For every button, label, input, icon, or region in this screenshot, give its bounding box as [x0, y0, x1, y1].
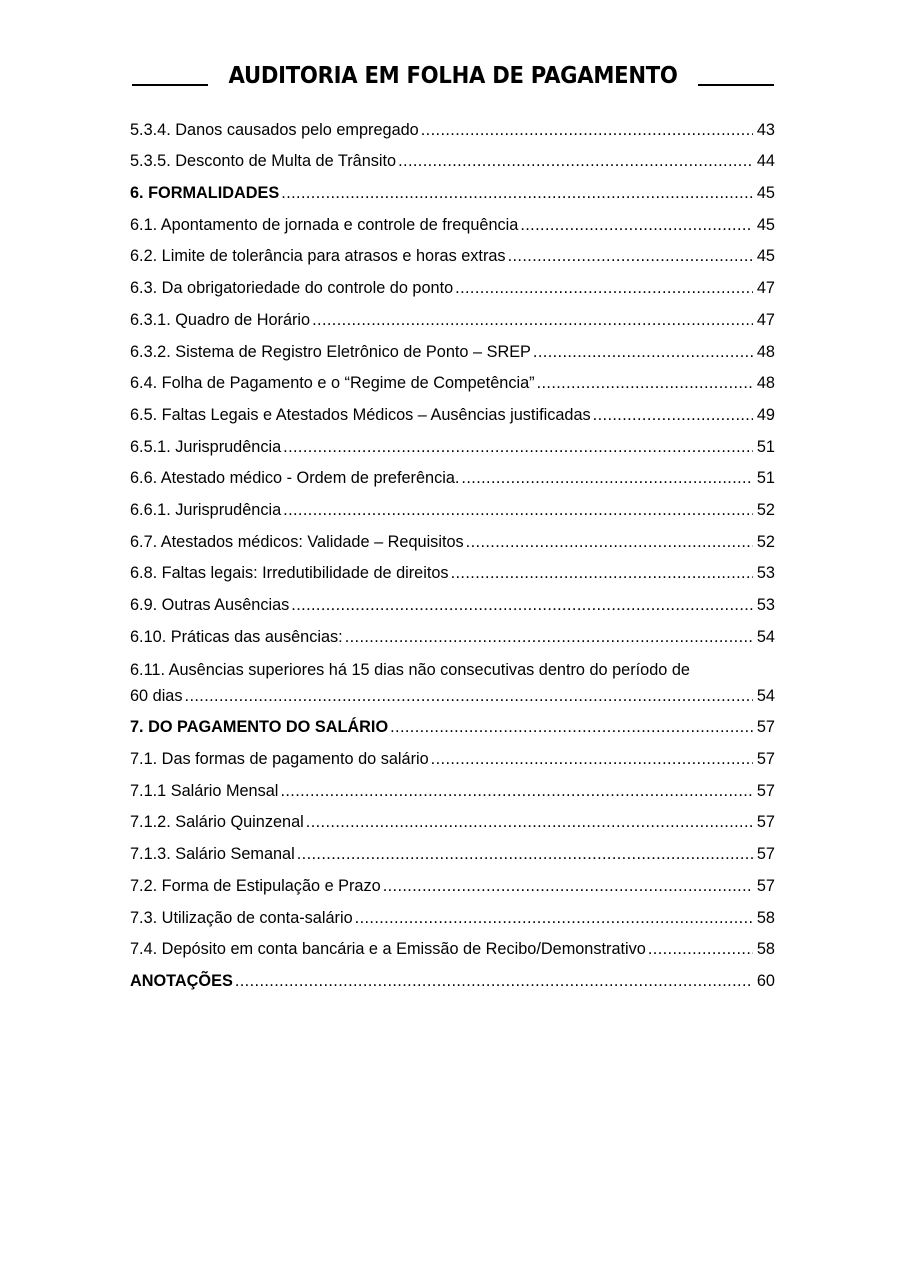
toc-entry-title: 7.1. Das formas de pagamento do salário [130, 750, 429, 769]
toc-entry[interactable] [130, 615, 775, 647]
toc-section-2 [130, 706, 775, 991]
toc-entry[interactable] [130, 801, 775, 833]
toc-entry-title: 7.4. Depósito em conta bancária e a Emissão de Recibo/Demonstrativo [130, 940, 646, 959]
toc-entry-page: 51 [756, 437, 775, 456]
toc-entry-title: 6.8. Faltas legais: Irredutibilidade de direitos [130, 564, 449, 583]
toc-entry[interactable] [130, 362, 775, 394]
toc-entry-title: 6.2. Limite de tolerância para atrasos e horas extras [130, 247, 506, 266]
toc-entry[interactable] [130, 298, 775, 330]
toc-entry-title: 6.7. Atestados médicos: Validade – Requisitos [130, 532, 464, 551]
toc-entry-page: 57 [756, 845, 775, 864]
toc-leader-dots [235, 971, 753, 991]
toc-leader-dots [508, 246, 753, 266]
toc-entry[interactable] [130, 928, 775, 960]
toc-entry-page: 60 [756, 971, 775, 990]
toc-entry-page: 54 [756, 686, 775, 705]
toc-entry[interactable] [130, 896, 775, 928]
toc-entry-title: 7. DO PAGAMENTO DO SALÁRIO [130, 718, 389, 737]
toc-entry-title: 5.3.5. Desconto de Multa de Trânsito [130, 152, 397, 171]
toc-entry-page: 45 [756, 247, 775, 266]
toc-entry-title: 6.3. Da obrigatoriedade do controle do ponto [130, 279, 454, 298]
toc-entry[interactable] [130, 520, 775, 552]
toc-entry-page: 57 [756, 781, 775, 800]
toc-entry[interactable] [130, 235, 775, 267]
toc-entry-page: 47 [756, 279, 775, 298]
toc-entry[interactable] [130, 647, 775, 706]
toc-leader-dots [520, 215, 753, 235]
toc-entry-page: 53 [756, 596, 775, 614]
toc-entry-page: 52 [756, 500, 775, 519]
toc-entry-page: 58 [756, 940, 775, 959]
toc-entry[interactable] [130, 266, 775, 298]
toc-entry-title: 6.5.1. Jurisprudência [130, 437, 282, 456]
toc-entry-page: 52 [756, 532, 775, 551]
toc-entry-page: 53 [756, 564, 775, 583]
toc-leader-dots [345, 627, 753, 647]
toc-leader-dots [312, 310, 753, 330]
toc-leader-dots [398, 151, 753, 171]
toc-entry-page: 48 [756, 342, 775, 361]
toc-leader-dots [461, 468, 753, 488]
toc-entry-title: 6.6.1. Jurisprudência [130, 500, 282, 519]
toc-entry-title: 6.1. Apontamento de jornada e controle de frequência [130, 215, 519, 234]
toc-leader-dots [185, 686, 753, 706]
toc-leader-dots [537, 373, 753, 393]
toc-section-1 [130, 108, 775, 647]
toc-entry-title: 6.6. Atestado médico - Ordem de preferência. [130, 469, 460, 488]
toc-leader-dots [390, 717, 753, 737]
toc-leader-dots [355, 908, 753, 928]
table-of-contents [130, 108, 775, 991]
toc-leader-dots [280, 781, 753, 801]
toc-leader-dots [593, 405, 753, 425]
toc-leader-dots [451, 563, 753, 583]
toc-entry-title: 6.3.1. Quadro de Horário [130, 310, 311, 329]
toc-leader-dots [421, 120, 753, 140]
toc-entry-page: 49 [756, 405, 775, 424]
toc-entry-title: 6.11. Ausências superiores há 15 dias não consecutivas dentro do período de [130, 660, 690, 679]
toc-entry[interactable] [130, 864, 775, 896]
toc-entry-title: 6.10. Práticas das ausências: [130, 627, 343, 646]
toc-entry-page: 51 [756, 469, 775, 488]
toc-entry[interactable] [130, 140, 775, 172]
toc-entry[interactable] [130, 108, 775, 140]
toc-entry-page: 45 [756, 215, 775, 234]
toc-entry-page: 45 [756, 184, 775, 203]
toc-entry-page: 47 [756, 310, 775, 329]
toc-entry[interactable] [130, 832, 775, 864]
toc-entry-title: 6.5. Faltas Legais e Atestados Médicos – Ausências justificadas [130, 405, 591, 424]
toc-entry-page: 48 [756, 374, 775, 393]
toc-entry[interactable] [130, 706, 775, 738]
toc-entry-page: 43 [756, 120, 775, 139]
toc-entry[interactable] [130, 393, 775, 425]
toc-entry-title: 5.3.4. Danos causados pelo empregado [130, 120, 419, 139]
toc-entry[interactable] [130, 769, 775, 801]
toc-entry-title: ANOTAÇÕES [130, 971, 233, 990]
toc-entry-title: 7.2. Forma de Estipulação e Prazo [130, 876, 381, 895]
toc-leader-dots [306, 812, 753, 832]
toc-entry-title: 6.4. Folha de Pagamento e o “Regime de Competência” [130, 374, 535, 393]
toc-entry-title: 6. FORMALIDADES [130, 184, 280, 203]
toc-entry-page: 54 [756, 627, 775, 646]
header-rule-left [132, 84, 208, 86]
toc-entry[interactable] [130, 330, 775, 362]
toc-entry[interactable] [130, 425, 775, 457]
header-rule-right [698, 84, 774, 86]
toc-leader-dots [383, 876, 753, 896]
toc-entry[interactable] [130, 171, 775, 203]
toc-entry[interactable] [130, 488, 775, 520]
toc-leader-dots [291, 595, 753, 615]
toc-entry-page: 57 [756, 813, 775, 832]
toc-entry-page: 57 [756, 876, 775, 895]
toc-entry-title: 7.3. Utilização de conta-salário [130, 908, 353, 927]
toc-entry-page: 58 [756, 908, 775, 927]
toc-leader-dots [283, 437, 753, 457]
toc-leader-dots [281, 183, 753, 203]
toc-entry-page: 57 [756, 750, 775, 769]
toc-entry[interactable] [130, 203, 775, 235]
page-title: AUDITORIA EM FOLHA DE PAGAMENTO [228, 63, 678, 89]
toc-entry-title: 7.1.1 Salário Mensal [130, 781, 279, 800]
toc-entry-title-continued: 60 dias [130, 686, 183, 705]
toc-leader-dots [297, 844, 753, 864]
toc-entry-page: 44 [756, 152, 775, 171]
toc-leader-dots [283, 500, 753, 520]
toc-leader-dots [431, 749, 753, 769]
toc-entry[interactable] [130, 457, 775, 489]
toc-entry-page: 57 [756, 718, 775, 737]
toc-leader-dots [648, 939, 753, 959]
toc-leader-dots [533, 342, 753, 362]
toc-leader-dots [455, 278, 753, 298]
toc-entry-title: 6.3.2. Sistema de Registro Eletrônico de Ponto – SREP [130, 342, 531, 361]
toc-entry[interactable] [130, 959, 775, 991]
toc-entry[interactable] [130, 583, 775, 615]
page-header [132, 58, 774, 90]
toc-leader-dots [466, 532, 753, 552]
toc-entry[interactable] [130, 552, 775, 584]
toc-entry-title: 6.9. Outras Ausências [130, 596, 290, 614]
toc-entry[interactable] [130, 737, 775, 769]
toc-entry-title: 7.1.3. Salário Semanal [130, 845, 295, 864]
toc-entry-title: 7.1.2. Salário Quinzenal [130, 813, 304, 832]
